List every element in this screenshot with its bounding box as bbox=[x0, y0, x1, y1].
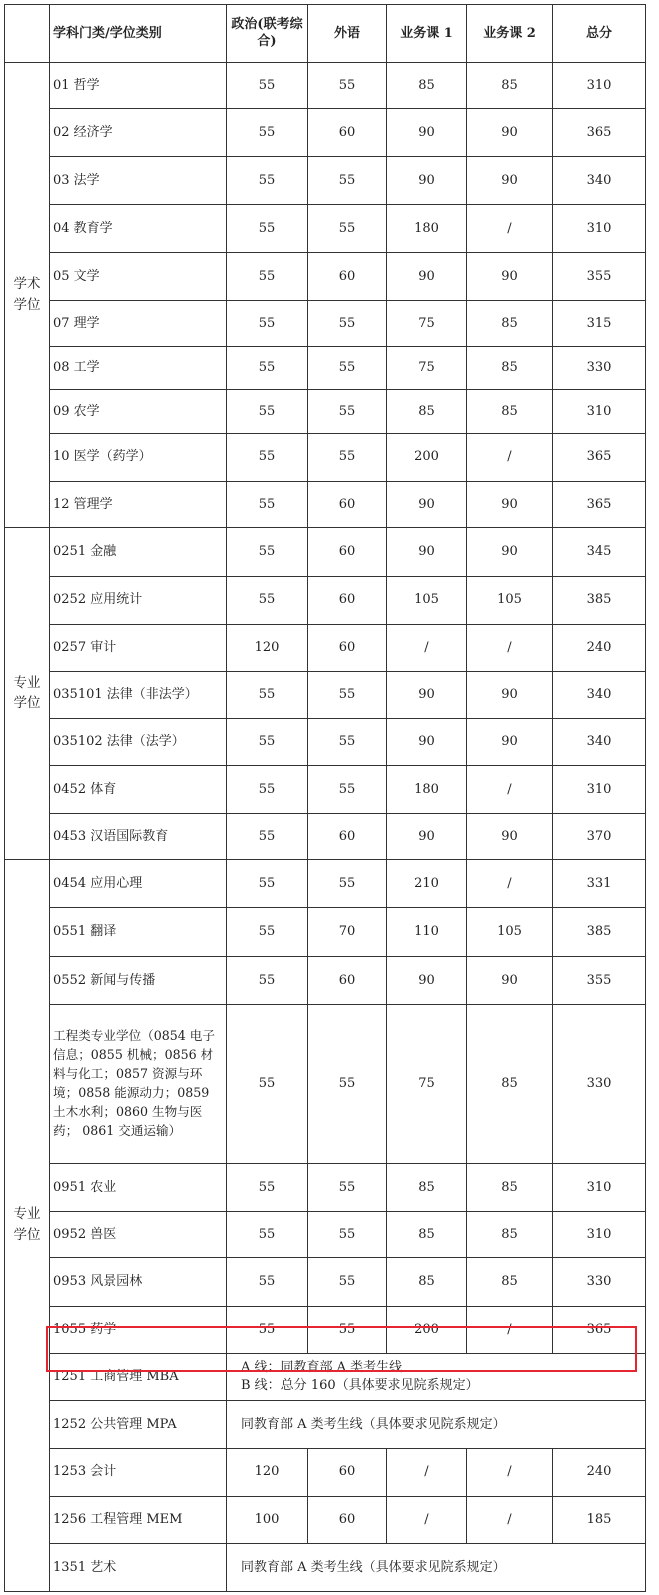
score-course2: 85 bbox=[467, 346, 553, 390]
score-course1: 85 bbox=[387, 62, 467, 109]
score-language: 60 bbox=[308, 253, 387, 301]
score-language: 60 bbox=[308, 624, 387, 672]
score-total: 345 bbox=[553, 528, 646, 577]
score-politics: 55 bbox=[227, 204, 308, 253]
subject-name: 1055 药学 bbox=[50, 1306, 227, 1353]
score-language: 55 bbox=[308, 1211, 387, 1258]
header-total: 总分 bbox=[553, 5, 646, 63]
score-course2: / bbox=[467, 1448, 553, 1496]
subject-name: 0453 汉语国际教育 bbox=[50, 814, 227, 860]
score-course2: 90 bbox=[467, 528, 553, 577]
subject-name: 08 工学 bbox=[50, 346, 227, 390]
group-label-academic bbox=[5, 62, 50, 527]
score-politics: 100 bbox=[227, 1496, 308, 1544]
score-total: 310 bbox=[553, 766, 646, 814]
table-row bbox=[5, 1211, 646, 1258]
score-language: 55 bbox=[308, 766, 387, 814]
score-total: 365 bbox=[553, 433, 646, 481]
score-politics: 55 bbox=[227, 1211, 308, 1258]
table-row bbox=[5, 766, 646, 814]
table-row bbox=[5, 109, 646, 157]
subject-name: 09 农学 bbox=[50, 390, 227, 434]
score-course2: / bbox=[467, 766, 553, 814]
score-language: 60 bbox=[308, 814, 387, 860]
score-course1: 180 bbox=[387, 766, 467, 814]
score-course1: 90 bbox=[387, 718, 467, 766]
table-row bbox=[5, 157, 646, 205]
subject-name: 工程类专业学位（0854 电子信息；0855 机械；0856 材料与化工；0857 资源与环境；0858 能源动力；0859 土木水利；0860 生物与医药； 0861 交通运输） bbox=[50, 1004, 227, 1163]
score-course1: / bbox=[387, 1496, 467, 1544]
score-politics: 55 bbox=[227, 157, 308, 205]
score-politics: 120 bbox=[227, 624, 308, 672]
score-politics: 55 bbox=[227, 528, 308, 577]
mba-line-a: A 线：同教育部 A 类考生线 bbox=[241, 1360, 403, 1376]
group-label-text: 学术学位 bbox=[13, 276, 41, 313]
score-course2: 105 bbox=[467, 908, 553, 957]
table-row bbox=[5, 301, 646, 347]
score-total: 340 bbox=[553, 157, 646, 205]
table-row bbox=[5, 624, 646, 672]
subject-name: 03 法学 bbox=[50, 157, 227, 205]
table-row bbox=[5, 433, 646, 481]
score-politics: 55 bbox=[227, 908, 308, 957]
score-total: 240 bbox=[553, 624, 646, 672]
score-course1: 75 bbox=[387, 1004, 467, 1163]
score-total: 365 bbox=[553, 481, 646, 528]
table-row bbox=[5, 672, 646, 719]
subject-name: 1251 工商管理 MBA bbox=[50, 1353, 227, 1401]
score-course1: 90 bbox=[387, 157, 467, 205]
score-course1: 210 bbox=[387, 859, 467, 908]
score-politics: 55 bbox=[227, 1004, 308, 1163]
score-politics: 55 bbox=[227, 390, 308, 434]
score-course2: 90 bbox=[467, 672, 553, 719]
score-politics: 55 bbox=[227, 62, 308, 109]
table-row bbox=[5, 346, 646, 390]
mba-line-b: B 线：总分 160（具体要求见院系规定） bbox=[241, 1377, 479, 1393]
score-politics: 55 bbox=[227, 672, 308, 719]
subject-name: 0551 翻译 bbox=[50, 908, 227, 957]
table-row bbox=[5, 1004, 646, 1163]
subject-name: 12 管理学 bbox=[50, 481, 227, 528]
score-language: 55 bbox=[308, 672, 387, 719]
subject-name: 0951 农业 bbox=[50, 1163, 227, 1211]
group-label-professional-1 bbox=[5, 528, 50, 860]
score-course2: / bbox=[467, 1496, 553, 1544]
score-politics: 55 bbox=[227, 481, 308, 528]
score-language: 60 bbox=[308, 528, 387, 577]
score-course1: 85 bbox=[387, 1163, 467, 1211]
table-row bbox=[5, 718, 646, 766]
score-course2: 85 bbox=[467, 301, 553, 347]
mba-score-note bbox=[227, 1353, 646, 1401]
score-total: 370 bbox=[553, 814, 646, 860]
score-language: 60 bbox=[308, 1496, 387, 1544]
score-total: 330 bbox=[553, 346, 646, 390]
score-total: 331 bbox=[553, 859, 646, 908]
table-row bbox=[5, 957, 646, 1005]
score-total: 310 bbox=[553, 1211, 646, 1258]
score-language: 60 bbox=[308, 109, 387, 157]
score-course2: 85 bbox=[467, 1211, 553, 1258]
subject-name: 0953 风景园林 bbox=[50, 1258, 227, 1307]
score-course2: 105 bbox=[467, 576, 553, 624]
subject-name: 0552 新闻与传播 bbox=[50, 957, 227, 1005]
score-total: 330 bbox=[553, 1258, 646, 1307]
score-language: 55 bbox=[308, 390, 387, 434]
header-course1: 业务课 1 bbox=[387, 5, 467, 63]
header-language: 外语 bbox=[308, 5, 387, 63]
score-course1: 90 bbox=[387, 253, 467, 301]
score-language: 60 bbox=[308, 576, 387, 624]
score-language: 55 bbox=[308, 157, 387, 205]
score-language: 60 bbox=[308, 481, 387, 528]
score-course2: / bbox=[467, 859, 553, 908]
score-politics: 55 bbox=[227, 301, 308, 347]
subject-name: 035102 法律（法学） bbox=[50, 718, 227, 766]
group-label-professional-2 bbox=[5, 859, 50, 1591]
score-language: 55 bbox=[308, 718, 387, 766]
group-label-text: 专业学位 bbox=[13, 674, 41, 712]
score-language: 55 bbox=[308, 859, 387, 908]
score-course1: 90 bbox=[387, 814, 467, 860]
table-row bbox=[5, 1448, 646, 1496]
subject-name: 0454 应用心理 bbox=[50, 859, 227, 908]
score-course1: 90 bbox=[387, 957, 467, 1005]
score-total: 340 bbox=[553, 672, 646, 719]
score-course2: 90 bbox=[467, 253, 553, 301]
score-course1: 200 bbox=[387, 433, 467, 481]
score-politics: 55 bbox=[227, 718, 308, 766]
subject-name: 05 文学 bbox=[50, 253, 227, 301]
subject-name: 035101 法律（非法学） bbox=[50, 672, 227, 719]
score-total: 355 bbox=[553, 253, 646, 301]
score-total: 315 bbox=[553, 301, 646, 347]
score-total: 310 bbox=[553, 390, 646, 434]
score-language: 55 bbox=[308, 433, 387, 481]
score-course2: 90 bbox=[467, 957, 553, 1005]
table-row bbox=[5, 204, 646, 253]
header-course2: 业务课 2 bbox=[467, 5, 553, 63]
score-course2: 85 bbox=[467, 1258, 553, 1307]
score-total: 240 bbox=[553, 1448, 646, 1496]
score-total: 340 bbox=[553, 718, 646, 766]
table-row bbox=[5, 481, 646, 528]
table-row bbox=[5, 814, 646, 860]
score-politics: 55 bbox=[227, 433, 308, 481]
table-row bbox=[5, 859, 646, 908]
score-language: 55 bbox=[308, 301, 387, 347]
score-total: 365 bbox=[553, 1306, 646, 1353]
table-row bbox=[5, 1306, 646, 1353]
score-course2: 85 bbox=[467, 1004, 553, 1163]
score-line-table bbox=[4, 4, 646, 1592]
subject-name: 10 医学（药学） bbox=[50, 433, 227, 481]
score-course1: 105 bbox=[387, 576, 467, 624]
subject-name: 0251 金融 bbox=[50, 528, 227, 577]
mpa-score-note: 同教育部 A 类考生线（具体要求见院系规定） bbox=[227, 1401, 646, 1449]
table-row bbox=[5, 62, 646, 109]
table-row bbox=[5, 1496, 646, 1544]
score-course2: 90 bbox=[467, 481, 553, 528]
group-label-text: 专业学位 bbox=[13, 1206, 41, 1244]
score-language: 55 bbox=[308, 1306, 387, 1353]
score-course2: / bbox=[467, 433, 553, 481]
score-course1: / bbox=[387, 1448, 467, 1496]
score-course1: 90 bbox=[387, 481, 467, 528]
score-total: 310 bbox=[553, 1163, 646, 1211]
score-course2: / bbox=[467, 624, 553, 672]
score-course2: 90 bbox=[467, 109, 553, 157]
score-politics: 120 bbox=[227, 1448, 308, 1496]
score-course2: 90 bbox=[467, 718, 553, 766]
table-header-row bbox=[5, 5, 646, 63]
score-total: 385 bbox=[553, 576, 646, 624]
score-politics: 55 bbox=[227, 253, 308, 301]
score-course2: / bbox=[467, 1306, 553, 1353]
score-total: 365 bbox=[553, 109, 646, 157]
score-course1: 75 bbox=[387, 346, 467, 390]
subject-name: 1256 工程管理 MEM bbox=[50, 1496, 227, 1544]
score-language: 60 bbox=[308, 957, 387, 1005]
score-course1: 75 bbox=[387, 301, 467, 347]
subject-name: 01 哲学 bbox=[50, 62, 227, 109]
subject-name: 07 理学 bbox=[50, 301, 227, 347]
subject-name: 0452 体育 bbox=[50, 766, 227, 814]
score-course2: 90 bbox=[467, 157, 553, 205]
score-total: 385 bbox=[553, 908, 646, 957]
table-row-mpa bbox=[5, 1401, 646, 1449]
score-course1: 200 bbox=[387, 1306, 467, 1353]
subject-name: 0257 审计 bbox=[50, 624, 227, 672]
score-language: 55 bbox=[308, 204, 387, 253]
score-total: 355 bbox=[553, 957, 646, 1005]
subject-name: 1253 会计 bbox=[50, 1448, 227, 1496]
table-row bbox=[5, 1258, 646, 1307]
score-course1: 110 bbox=[387, 908, 467, 957]
score-course1: 85 bbox=[387, 1258, 467, 1307]
score-politics: 55 bbox=[227, 576, 308, 624]
subject-name: 0952 兽医 bbox=[50, 1211, 227, 1258]
score-language: 55 bbox=[308, 1163, 387, 1211]
subject-name: 04 教育学 bbox=[50, 204, 227, 253]
score-course2: / bbox=[467, 204, 553, 253]
table-row bbox=[5, 253, 646, 301]
score-language: 55 bbox=[308, 1258, 387, 1307]
subject-name: 0252 应用统计 bbox=[50, 576, 227, 624]
score-politics: 55 bbox=[227, 1163, 308, 1211]
subject-name: 1252 公共管理 MPA bbox=[50, 1401, 227, 1449]
table-row-mba bbox=[5, 1353, 646, 1401]
score-language: 55 bbox=[308, 62, 387, 109]
score-course1: / bbox=[387, 624, 467, 672]
score-course1: 85 bbox=[387, 390, 467, 434]
score-language: 60 bbox=[308, 1448, 387, 1496]
score-politics: 55 bbox=[227, 1306, 308, 1353]
table-row bbox=[5, 576, 646, 624]
score-total: 330 bbox=[553, 1004, 646, 1163]
score-total: 310 bbox=[553, 204, 646, 253]
table-row bbox=[5, 908, 646, 957]
score-course1: 90 bbox=[387, 672, 467, 719]
table-row bbox=[5, 528, 646, 577]
art-score-note: 同教育部 A 类考生线（具体要求见院系规定） bbox=[227, 1544, 646, 1592]
header-politics: 政治(联考综合) bbox=[227, 5, 308, 63]
table-row-art bbox=[5, 1544, 646, 1592]
header-blank-cell bbox=[5, 5, 50, 63]
score-course2: 85 bbox=[467, 1163, 553, 1211]
table-row bbox=[5, 1163, 646, 1211]
score-course1: 90 bbox=[387, 528, 467, 577]
score-politics: 55 bbox=[227, 346, 308, 390]
score-course2: 85 bbox=[467, 62, 553, 109]
score-politics: 55 bbox=[227, 957, 308, 1005]
score-language: 70 bbox=[308, 908, 387, 957]
score-language: 55 bbox=[308, 346, 387, 390]
subject-name: 02 经济学 bbox=[50, 109, 227, 157]
score-course2: 90 bbox=[467, 814, 553, 860]
score-total: 310 bbox=[553, 62, 646, 109]
score-politics: 55 bbox=[227, 814, 308, 860]
subject-name: 1351 艺术 bbox=[50, 1544, 227, 1592]
score-politics: 55 bbox=[227, 859, 308, 908]
score-course1: 90 bbox=[387, 109, 467, 157]
score-course1: 180 bbox=[387, 204, 467, 253]
score-course1: 85 bbox=[387, 1211, 467, 1258]
score-total: 185 bbox=[553, 1496, 646, 1544]
table-row bbox=[5, 390, 646, 434]
header-category: 学科门类/学位类别 bbox=[50, 5, 227, 63]
score-language: 55 bbox=[308, 1004, 387, 1163]
score-politics: 55 bbox=[227, 109, 308, 157]
score-course2: 85 bbox=[467, 390, 553, 434]
score-politics: 55 bbox=[227, 766, 308, 814]
score-politics: 55 bbox=[227, 1258, 308, 1307]
